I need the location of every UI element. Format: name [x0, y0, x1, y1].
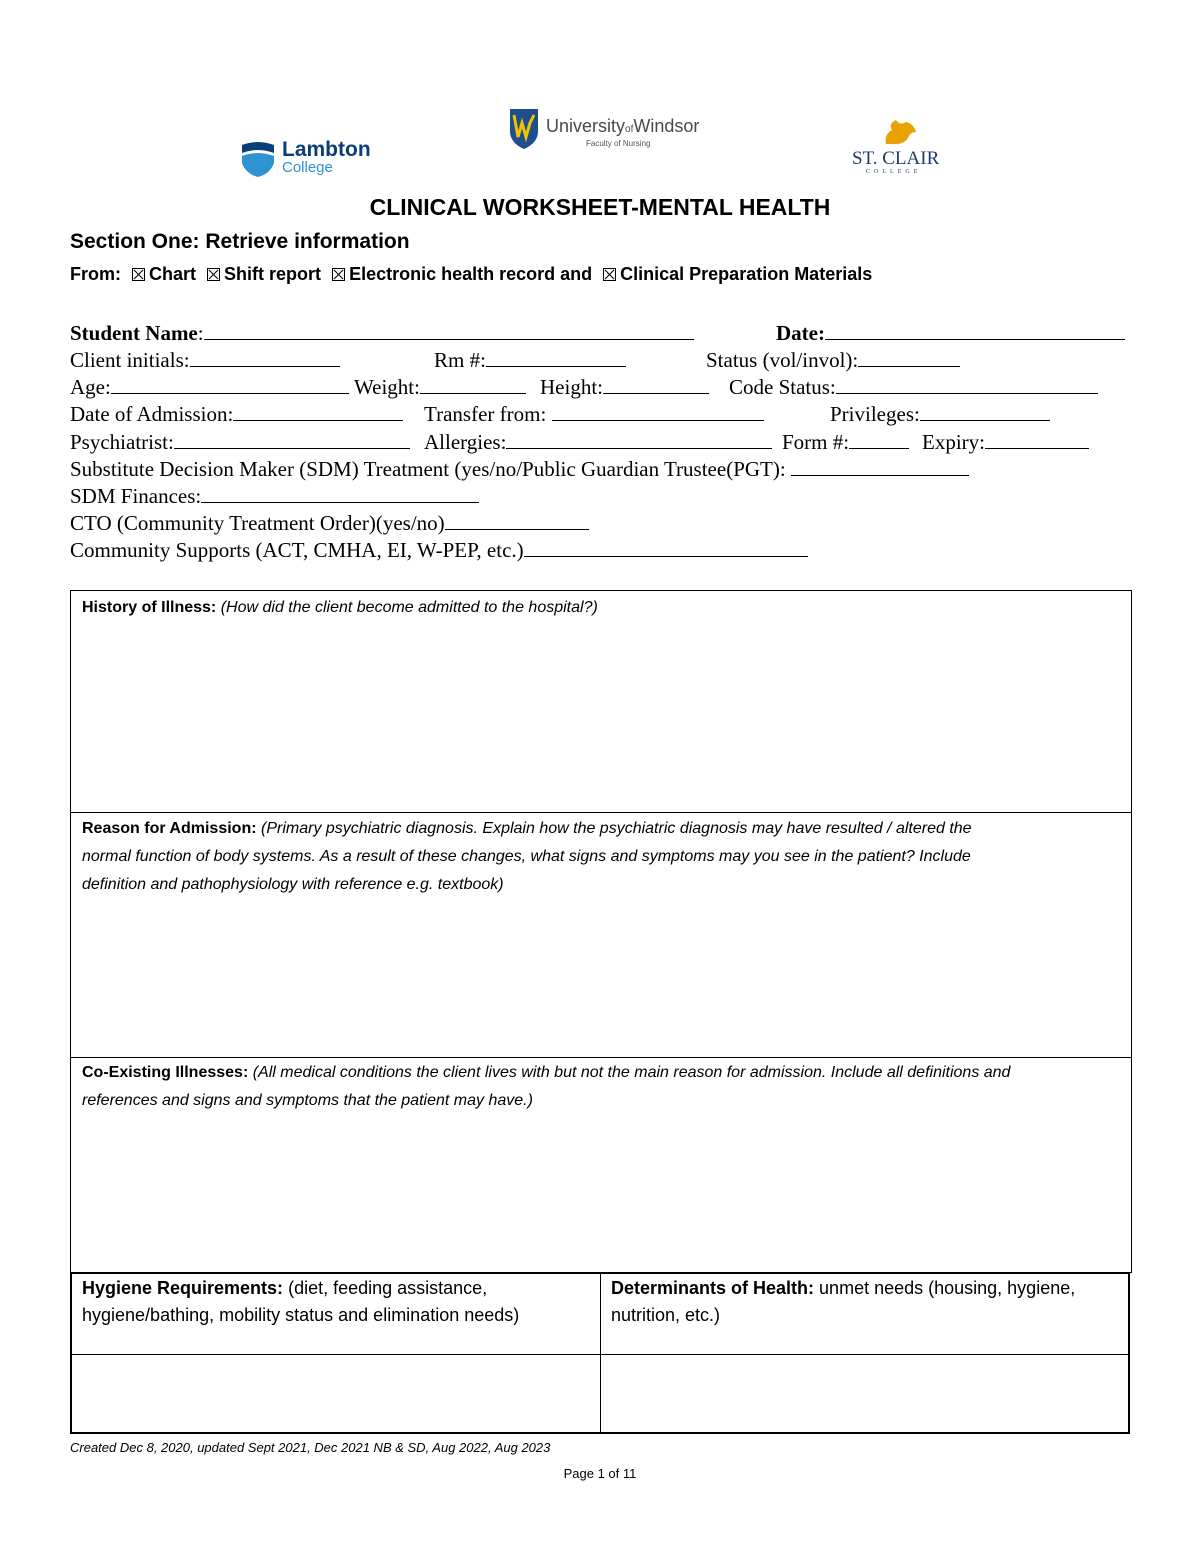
student-name-field: Student Name:: [70, 321, 694, 345]
transfer-from-input[interactable]: [552, 402, 764, 421]
coexisting-label: Co-Existing Illnesses:: [82, 1064, 249, 1081]
client-initials-field: [70, 348, 340, 372]
determinants-desc-1: unmet needs (housing, hygiene,: [819, 1278, 1076, 1298]
allergies-input[interactable]: [506, 430, 772, 449]
section-title: Section One: Retrieve information: [70, 230, 410, 253]
form-number-label: Form #:: [782, 430, 850, 454]
code-status-input[interactable]: [836, 375, 1098, 394]
chart-checkbox[interactable]: [132, 268, 145, 281]
height-field: [540, 375, 709, 399]
coexisting-desc-2: references and signs and symptoms that the patient may have.): [82, 1092, 533, 1109]
height-label: Height:: [540, 375, 603, 399]
weight-input[interactable]: [420, 375, 526, 394]
from-chart: Chart: [149, 264, 197, 284]
client-initials-input[interactable]: [190, 348, 340, 367]
hygiene-label: Hygiene Requirements:: [82, 1278, 284, 1298]
community-supports-label: Community Supports (ACT, CMHA, EI, W-PEP, etc.): [70, 538, 524, 562]
history-of-illness-box[interactable]: [70, 590, 1132, 813]
from-ehr: Electronic health record and: [349, 264, 593, 284]
allergies-label: Allergies:: [424, 430, 507, 454]
determinants-input-cell[interactable]: [600, 1354, 1130, 1434]
privileges-label: Privileges:: [830, 402, 920, 426]
sdm-treatment-label: Substitute Decision Maker (SDM) Treatment (yes/no/Public Guardian Trustee(PGT):: [70, 457, 786, 481]
from-label: From:: [70, 264, 121, 284]
sdm-finances-field: [70, 484, 479, 508]
hygiene-desc-2: hygiene/bathing, mobility status and elimination needs): [82, 1305, 520, 1325]
from-clinical-prep: Clinical Preparation Materials: [620, 264, 873, 284]
clinical-prep-checkbox[interactable]: [603, 268, 616, 281]
expiry-input[interactable]: [985, 430, 1089, 449]
footer-created-note: Created Dec 8, 2020, updated Sept 2021, Dec 2021 NB & SD, Aug 2022, Aug 2023: [70, 1440, 551, 1455]
reason-desc-3: definition and pathophysiology with reference e.g. textbook): [82, 876, 504, 893]
from-shift-report: Shift report: [224, 264, 322, 284]
sdm-treatment-field: [70, 457, 969, 481]
sdm-finances-input[interactable]: [201, 484, 479, 503]
status-input[interactable]: [858, 348, 960, 367]
cto-input[interactable]: [445, 511, 589, 530]
student-name-label: Student Name: [70, 321, 198, 345]
lambton-shield-icon: [240, 141, 276, 177]
determinants-label: Determinants of Health:: [611, 1278, 815, 1298]
weight-field: [354, 375, 526, 399]
age-field: [70, 375, 349, 399]
history-label: History of Illness:: [82, 599, 217, 616]
windsor-shield-icon: [508, 107, 540, 149]
room-label: Rm #:: [434, 348, 486, 372]
expiry-label: Expiry:: [922, 430, 985, 454]
cto-field: [70, 511, 589, 535]
form-number-input[interactable]: [849, 430, 909, 449]
expiry-field: [922, 430, 1089, 454]
history-desc: (How did the client become admitted to the hospital?): [220, 599, 598, 616]
cto-label: CTO (Community Treatment Order)(yes/no): [70, 511, 445, 535]
shift-report-checkbox[interactable]: [207, 268, 220, 281]
transfer-from-field: [424, 402, 764, 426]
windsor-logo-text: UniversityofWindsor: [546, 116, 700, 136]
lambton-logo-text: Lambton: [282, 138, 371, 161]
lambton-logo-subtext: College: [282, 159, 333, 176]
hygiene-input-cell[interactable]: [70, 1354, 601, 1434]
date-of-admission-field: [70, 402, 403, 426]
university-of-windsor-logo: [508, 107, 698, 151]
age-label: Age:: [70, 375, 111, 399]
reason-desc-2: normal function of body systems. As a result of these changes, what signs and symptoms may you see in the patient? Include: [82, 848, 971, 865]
privileges-field: [830, 402, 1050, 426]
windsor-logo-subtext: Faculty of Nursing: [586, 139, 651, 148]
code-status-label: Code Status:: [729, 375, 836, 399]
date-of-admission-input[interactable]: [233, 402, 403, 421]
determinants-desc-2: nutrition, etc.): [611, 1305, 721, 1325]
allergies-field: [424, 430, 772, 454]
history-of-illness-text: [82, 594, 1122, 622]
height-input[interactable]: [603, 375, 709, 394]
date-label: Date:: [776, 321, 825, 345]
privileges-input[interactable]: [920, 402, 1050, 421]
hygiene-desc-1: (diet, feeding assistance,: [288, 1278, 488, 1298]
st-clair-college-logo: [848, 118, 948, 178]
date-field: [776, 321, 1125, 345]
status-field: [706, 348, 960, 372]
reason-desc-1: (Primary psychiatric diagnosis. Explain how the psychiatric diagnosis may have resulted / altered the: [261, 820, 972, 837]
psychiatrist-input[interactable]: [174, 430, 410, 449]
age-input[interactable]: [111, 375, 349, 394]
room-field: [434, 348, 626, 372]
reason-for-admission-text: [82, 815, 1127, 899]
status-label: Status (vol/invol):: [706, 348, 859, 372]
psychiatrist-field: [70, 430, 410, 454]
form-number-field: [782, 430, 909, 454]
stclair-logo-text: ST. CLAIR: [852, 148, 940, 169]
date-of-admission-label: Date of Admission:: [70, 402, 234, 426]
lambton-college-logo: [240, 138, 390, 180]
document-title: CLINICAL WORKSHEET-MENTAL HEALTH: [369, 194, 831, 220]
code-status-field: [729, 375, 1098, 399]
reason-label: Reason for Admission:: [82, 820, 257, 837]
date-input[interactable]: [825, 321, 1125, 340]
hygiene-text: [82, 1275, 594, 1329]
client-initials-label: Client initials:: [70, 348, 190, 372]
weight-label: Weight:: [354, 375, 420, 399]
student-name-input[interactable]: [204, 321, 694, 340]
psychiatrist-label: Psychiatrist:: [70, 430, 174, 454]
community-supports-field: [70, 538, 808, 562]
community-supports-input[interactable]: [524, 538, 808, 557]
determinants-text: [611, 1275, 1123, 1329]
page-number: Page 1 of 11: [563, 1466, 637, 1481]
co-existing-illnesses-text: [82, 1059, 1127, 1115]
griffin-icon: [880, 118, 920, 148]
transfer-from-label: Transfer from:: [424, 402, 547, 426]
ehr-checkbox[interactable]: [332, 268, 345, 281]
room-input[interactable]: [486, 348, 626, 367]
sdm-treatment-input[interactable]: [791, 457, 969, 476]
from-line: [70, 264, 872, 285]
coexisting-desc-1: (All medical conditions the client lives with but not the main reason for admission. Include all definitions and: [252, 1064, 1011, 1081]
sdm-finances-label: SDM Finances:: [70, 484, 202, 508]
stclair-logo-subtext: COLLEGE: [866, 169, 922, 175]
